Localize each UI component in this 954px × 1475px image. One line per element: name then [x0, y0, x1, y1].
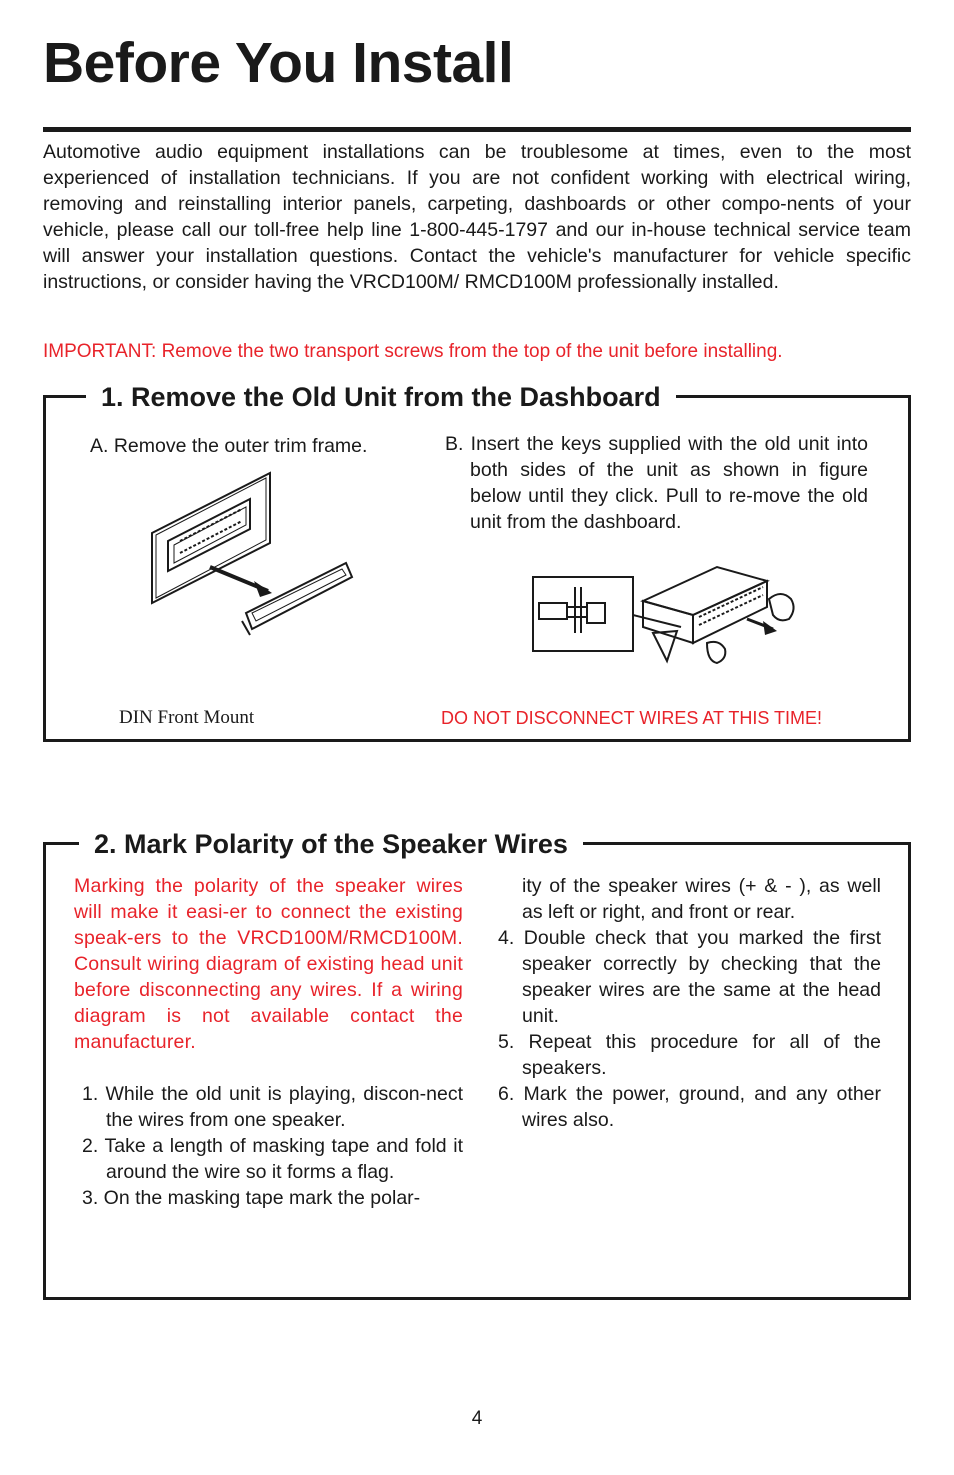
trim-frame-removal-illustration: [150, 471, 375, 646]
section-1-heading: 1. Remove the Old Unit from the Dashboard: [86, 382, 676, 413]
list-item: 4. Double check that you marked the first speaker correctly by checking that the speaker wires are the same at the head unit.: [498, 927, 881, 1027]
steps-list-left: [74, 1081, 463, 1211]
title-rule: [43, 127, 911, 132]
intro-paragraph: Automotive audio equipment installations can be troublesome at times, even to the most experienced of installation technicians. If you are not confident working with electrical wiring, removing and reinstalling interior panels, carpeting, dashboards or other compo-nents of your vehicle, please call our toll-free help line 1-800-445-1797 and our in-house technical service team will answer your installation questions. Contact the vehicle's manufacturer for vehicle specific instructions, or consider having the VRCD100M/ RMCD100M professionally installed.: [43, 141, 911, 293]
section-mark-polarity: [43, 829, 911, 1300]
step-b-text: B. Insert the keys supplied with the old unit into both sides of the unit as shown in figure below until they click. Pull to re-move the old unit from the dashboard.: [445, 433, 868, 533]
step-a-text: A. Remove the outer trim frame.: [90, 435, 368, 457]
list-item: 2. Take a length of masking tape and fold it around the wire so it forms a flag.: [82, 1135, 463, 1183]
list-item: 1. While the old unit is playing, discon-nect the wires from one speaker.: [82, 1083, 463, 1131]
list-item: 5. Repeat this procedure for all of the speakers.: [498, 1031, 881, 1079]
important-notice: IMPORTANT: Remove the two transport screws from the top of the unit before installing.: [43, 341, 783, 362]
section-remove-old-unit: [43, 382, 911, 742]
disconnect-warning: DO NOT DISCONNECT WIRES AT THIS TIME!: [441, 708, 823, 728]
list-item: 6. Mark the power, ground, and any other wires also.: [498, 1083, 881, 1131]
section-2-heading: 2. Mark Polarity of the Speaker Wires: [79, 829, 583, 860]
section-2-right-column: [498, 873, 881, 1133]
figure-caption: DIN Front Mount: [119, 707, 255, 728]
page-number: 4: [471, 1408, 483, 1429]
section-2-left-column: [74, 873, 463, 1211]
page-title: Before You Install: [43, 31, 514, 95]
list-item: 3. On the masking tape mark the polar-: [82, 1187, 421, 1209]
key-insertion-illustration: [531, 563, 821, 683]
step-3-continuation: ity of the speaker wires (+ & - ), as well as left or right, and front or rear.: [522, 875, 881, 923]
polarity-intro: Marking the polarity of the speaker wires will make it easi-er to connect the existing speak-ers to the VRCD100M/RMCD100M. Consult wiring diagram of existing head unit before disconnecting any wires. If a wiring diagram is not available contact the manufacturer.: [74, 875, 463, 1053]
steps-list-right: [498, 925, 881, 1133]
